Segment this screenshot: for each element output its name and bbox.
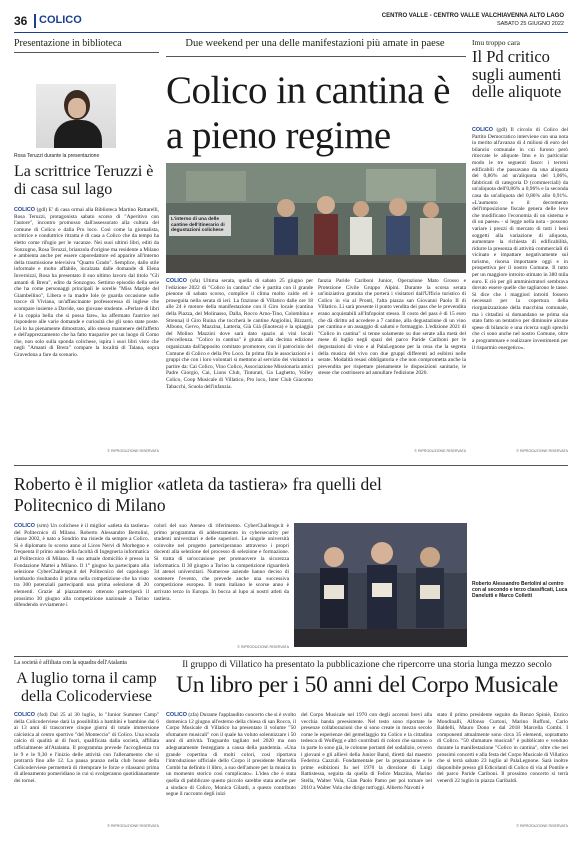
luglio-headline: A luglio torna il camp della Colicoderviese [16,670,157,705]
pd-kicker: Imu troppo cara [472,38,520,47]
roberto-photo-caption: Roberto Alessandro Bertolini al centro con al secondo e terzo classificati, Luca Danelutti e Marco Colletti [472,581,568,600]
pd-body-text: (gdl) Il circolo di Colico del Partito Democratico interviene con una nota in merito all'avanzo di 4 milioni di euro del bilancio comunale in cui furono però ritoccate le aliquote Imu e in particolar modo le tre seguenti fasce: i terreni edificabili che passavano da una aliquota del 0,86% ad un'aliquota del 1,06%, fabbricati di categoria D (commerciali) da un'aliquota dell'0,86% a 0,96% e la seconda casa da un'aliquota del 0,86% allo 0,91%. «L'aumento o il decremento dell'imposizione fiscale genera delle leve che modificano l'economia di un sistema e di un paese» - si legge nella nota - possono variare i prezzi di mercato di tutti i beni soggetti alla variazione di aliquota, aumentare la richiesta di edificabilità, ridurre la presenza di attività commerciali di vicinato e impattare negativamente sul turismo, risorsa importante oggi e in prospettiva per il nostro Comune. Il tutto per un maggiore introito stimato in 380 mila euro. E ciò per gli amministratori sembrava dovuto essere quelle che tagliarono le tasse. Si dice che i maggiori introiti fossero necessari per la copertura della riorganizzazione della macchina comunale, ma i cittadini si domandano se prima sia stato fatto un tentativo per diminuire alcune spese di bilancio e una ricerca sugli sprechi che ci sono anche nel nostro Comune, oltre a programmare e realizzare investimenti per il risparmio energetico». [472,127,568,351]
pd-credit: © RIPRODUZIONE RISERVATA [516,449,568,453]
header-rule [14,32,568,33]
luglio-body: COLICO (fsd) Dal 25 al 30 luglio, lo "Junior Summer Camp" della Colicoderviese darà la possibilità a bambini e bambine dai 6 ai 13 anni di trascorrere cinque giorni di totale immersione calcistica al centro sportivo "del Monteccio" di Colico. Una scuola calcio di qualità al di fuori, qualificata dalla società, affiliata ufficialmente all'Atalanta. Il programma prevede l'accoglienza tra le 9 e le 9,30 e l'inizio delle attività con l'allenamento che si protrarrà fino alle 12. La pausa pranzo nella club house della Colicoderviese permetterà di ritemprare le forze e rilassarsi prima di allenamento pomeridiano in cui si svolgeranno quotidianamente dei tornei. [14,712,159,784]
teruzzi-credit: © RIPRODUZIONE RISERVATA [107,449,159,453]
teruzzi-body: COLICO (gdl) E' di casa ormai alla Biblioteca Martino Rattarelli, Rosa Teruzzi, protagonista sabato scorso di "Aperitivo con l'autore", incontro promosso dall'assessorato alla cultura del comune di Colico e dalla Pro loco. Così come la giornalista, scrittrice e conduttrice ritratta è di casa a Colico che da tempo ha eletto come rifugio per le vacanze. Nei suoi ultimi libri, editi da Sonzogno, Rosa Teruzzi, brianzola d'origine ma residente a Milano e ambienta anche per essere caporedattore ed apparire all'interno della trasmissione televisiva "Quarto Grado". Semplice, dallo stile informale e molto affabile, incalzata dalle domande di Elena Invernizzi, Rosa ha presentato il suo ultimo lavoro dal titolo "Gli amanti di Brera", edito da Sonzogno. Settimo episodio della serie che ha come personaggi principali le sorelle "Miss Marple del Giambellino", Libera e la madre Iole (e guarda occasione sulle tracce di Viviana, un'affascinante professoressa di inglese che scompare insieme a Davide, suo giovane studente. «Perlare di libri è la coppia bella che si possa fare», ha affermato l'autrice nel rispondere alle varie domande e curiosità che gli sono state poste. Lei lo ha pienamente dimostrato, allo stesso mantenere dell'affetto e dell'apprezzamento che ha fatto trasparire per un luogo di Como che, non solo sulla sponda colichese, ispira i suoi libri visto che negli "Amanti di Brera" compare la località di Talana, sopra Gravedona a fare da scenario. [14,207,159,359]
cantina-kicker: Due weekend per una delle manifestazioni più amate in paese [185,38,445,49]
cantina-credit: © RIPRODUZIONE RISERVATA [414,449,466,453]
section-rule-1 [14,465,568,466]
roberto-credit: © RIPRODUZIONE RISERVATA [237,645,289,649]
roberto-photo-illustration [294,523,467,647]
libro-body-2: del Corpo Musicale nel 1970 con degli accenni brevi alla vecchia banda preesistente. Nel testo sono riportate le presenze collaborazioni che si sono create in mezzo secolo come le esperienze del gemellaggio tra Colico e la cittadina tedesca di Wolfegg e altri contributi di coloro che saranno o in parte lo sono già, le colonne portanti del sodalizio, ovvero i giovani e gli allievi della Junior Band, diretti dal maestro Federica Cazzuli. Fondamentale per la preparazione e le prime esibizioni fu nel 1970 la direzione di Luigi Battistessa, seguita da quella di Felice Mazzina, Marino Stella, Walter Vola, Gian Paolo Pamo per poi tornare nel 2010 a Walter Vola che dirige tutt'oggi. Alberto Navotti è [301,712,432,791]
roberto-body-1-text: (srm) Un colichese è il miglior «atleta da tastiera» del Politecnico di Milano. Roberto Alessandro Bertolini, classe 2002, è nato a Sondrio ma risiede da sempre a Colico. Si è diplomato lo scorso anno al Liceo Nervi di Morbegno e frequenta il primo anno della facoltà di Ingegneria informatica al Politecnico di Milano. Il suo attuale domicilio è presso la Fondazione Mattei a Milano. Il 1° giugno ha partecipato alla selezione CyberChallenge.it del Politecnico del capoluogo lombardo risultando il primo nella competizione che ha visto tra 300 potenziali partecipanti una prima selezione di 20 elementi. Grazie al piazzamento ottenuto parteciperà il prossimo 30 giugno alla competizione nazionale a Torino difendendo ovviamente i [14,523,149,609]
libro-body-1: COLICO (zfa) Durante l'applaudito concerto che si è svolto domenica 12 giugno all'esterno della chiesa di san Rocco, il Corpo Musicale di Villatico ha presentato il volume "50 sfumature musicali" con il quale ha voluto solennizzare i 50 anni di attività. Traguardo tagliato nel 2020 ma non adeguatamente festeggiato a causa della pandemia. «Una grande copertina di molti colori, così riportava l'introduzione ufficiale dello Corpo il presidente Marcella Combi ha definito il libro, a suo dell'amore per la musica in un momento storico così complicato». L'idea che è stata quella di pubblicare questo piccolo sarebbe stata anche per a sindaco di Colico, Monica Gilardi, a questo contributo segue il racconto degli inizi [166,712,296,798]
cantina-headline: Colico in cantina è a pieno regime [166,69,450,157]
page-number: 36 [14,14,28,28]
libro-headline: Un libro per i 50 anni del Corpo Musicale [176,672,558,698]
pd-body: COLICO (gdl) Il circolo di Colico del Partito Democratico interviene con una nota in merito all'avanzo di 4 milioni di euro del bilancio comunale in cui furono però ritoccate le aliquote Imu e in particolar modo le tre seguenti fasce: i terreni edificabili che passavano da una aliquota del 0,86% ad un'aliquota del 1,06%, fabbricati di categoria D (commerciali) da un'aliquota dell'0,86% a 0,96% e la seconda casa da un'aliquota del 0,86% allo 0,91%. «L'aumento o il decremento dell'imposizione fiscale genera delle leve che modificano l'economia di un sistema e di un paese» - si legge nella nota - possono variare i prezzi di mercato di tutti i beni soggetti alla variazione di aliquota, aumentare la richiesta di edificabilità, ridurre la presenza di attività commerciali di vicinato e impattare negativamente sul turismo, risorsa importante oggi e in prospettiva per il nostro Comune. Il tutto per un maggiore introito stimato in 380 mila euro. E ciò per gli amministratori sembrava dovuto essere quelle che tagliarono le tasse. Si dice che i maggiori introiti fossero necessari per la copertura della riorganizzazione della macchina comunale, ma i cittadini si domandano se prima sia stato fatto un tentativo per diminuire alcune spese di bilancio e una ricerca sugli sprechi che ci sono anche nel nostro Comune, oltre a programmare e realizzare investimenti per il risparmio energetico». [472,127,568,351]
cantina-body-1-text: (sfa) Ultima serata, quella di sabato 25 giugno per l'edizione 2022 di "Colico in cantina" che è partita con il grande pienone di sabato scorso, complice il clima molto caldo ed è proseguita nella serata di ieri. La frazione di Villatico dalle ore 18 alle 24 è motore della manifestazione con il Giro locale (cantina della Piazza, del Molinasso, Dalla, Rocco Arno-Tino, Colombina e Strenna) il Giro Ruina che toccherà le cantine Angiolini, Bizzarri, Albono, Gervo, Mazzina, Latteria, Già Già (Enoteca) e la spiaggia del Molino Mazzini dove sarà dato spazio ai vini locali d'eccellenza. "Colico in cantina" è giunta alla decima edizione organizzata dall'apposito comitato promotore, con il patrocinio del Comune di Colico e della Pro Loco. In prima fila le associazioni e i gruppi che con i loro volontari si mettono al servizio dei visitatori a partire da: Cai Colico, Vino Colico, Associazione Missionaria amici Padre Giorgio, Cai, Lions Club, Tinturati, Ga Laghetto, Volley Colico, Coop Musicale di Villatico, Pro loco, Inter Club Giacomo Tabacchi, Scuola dell'infanzia. [166,278,313,390]
luglio-credit: © RIPRODUZIONE RISERVATA [107,824,159,828]
roberto-body-1: COLICO (srm) Un colichese è il miglior «atleta da tastiera» del Politecnico di Milano. Roberto Alessandro Bertolini, classe 2002, è nato a Sondrio ma risiede da sempre a Colico. Si è diplomato lo scorso anno al Liceo Nervi di Morbegno e frequenta il primo anno della facoltà di Ingegneria informatica al Politecnico di Milano. Il suo attuale domicilio è presso la Fondazione Mattei a Milano. Il 1° giugno ha partecipato alla selezione CyberChallenge.it del Politecnico del capoluogo lombardo risultando il primo nella competizione che ha visto tra 300 potenziali partecipanti una prima selezione di 20 elementi. Grazie al piazzamento ottenuto parteciperà il prossimo 30 giugno alla competizione nazionale a Torino difendendo ovviamente i [14,523,149,609]
libro-body-3: stato il primo presidente seguito da Renzo Spiniè, Enrico Mondinalli, Alfonso Curtoni, Marino Ruffoni, Carlo Baldelli, Mauro Dono e dal 2018 Marcella Combi. I componenti attualmente sono circa 35 elementi, soprattutto di Colico. "50 sfumature musicali" è pubblicato e venduto durante la manifestazione "Colico in cantina", oltre che nei prossimi concerti e alla festa del Corpo Musicale di Villatico che si terrà sabato 23 luglio al PalaLegnone. Sarà inoltre disponibile presso gli Edicolanti di Colico di via al Pontile e del parco Paride Cariboni. Il prossimo concerto si terrà venerdì 22 luglio in piazza Garibaldi. [437,712,568,784]
luglio-body-text: (fsd) Dal 25 al 30 luglio, lo "Junior Summer Camp" della Colicoderviese darà la possibilità a bambini e bambine dai 6 ai 13 anni di trascorrere cinque giorni di totale immersione calcistica al centro sportivo "del Monteccio" di Colico. Una scuola calcio di qualità al di fuori, qualificata dalla società, affiliata ufficialmente all'Atalanta. Il programma prevede l'accoglienza tra le 9 e le 9,30 e l'inizio delle attività con l'allenamento che si protrarrà fino alle 12. La pausa pranzo nella club house della Colicoderviese permetterà di ritemprare le forze e rilassarsi prima di allenamento pomeridiano in cui si svolgeranno quotidianamente dei tornei. [14,712,159,784]
teruzzi-headline: La scrittrice Teruzzi è di casa sul lago [14,163,154,198]
roberto-body-2: colori del suo Ateneo di riferimento. CyberChallenge.it è primo programma di addestramento in cybersecurity per studenti universitari e delle superiori. Le singole università coinvolte nel progetto parteciperanno attraverso i propri docenti alla selezione del processo di selezione e formazione. Si tratta di un'occasione per promuovere la sicurezza informatica. Il 30 giugno a Torino la competizione riguarderà 34 atenei universitari. Numerose aziende hanno deciso di sostenere l'evento, che prevede anche una successiva competizione europea. Il team italiano le scorse anno è arrivato terzo in Europa. In bocca al lupo ai nostri atleti da tastiera. [154,523,289,602]
cantina-photo-caption: L'interno di una delle cantine dell'itinerario di degustazioni colichese [169,215,231,236]
pd-headline: Il Pd critico sugli aumenti delle aliquote [472,47,562,101]
libro-kicker: Il gruppo di Villatico ha presentato la pubblicazione che ripercorre una storia lunga mezzo secolo [182,660,552,670]
teruzzi-photo [36,84,116,148]
teruzzi-body-text: (gdl) E' di casa ormai alla Biblioteca Martino Rattarelli, Rosa Teruzzi, protagonista sabato scorso di "Aperitivo con l'autore", incontro promosso dall'assessorato alla cultura del comune di Colico e dalla Pro loco. Così come la giornalista, scrittrice e conduttrice ritratta è di casa a Colico che da tempo ha eletto come rifugio per le vacanze. Nei suoi ultimi libri, editi da Sonzogno, Rosa Teruzzi, brianzola d'origine ma residente a Milano e ambienta anche per essere caporedattore ed apparire all'interno della trasmissione televisiva "Quarto Grado". Semplice, dallo stile informale e molto affabile, incalzata dalle domande di Elena Invernizzi, Rosa ha presentato il suo ultimo lavoro dal titolo "Gli amanti di Brera", edito da Sonzogno. Settimo episodio della serie che ha come personaggi principali le sorelle "Miss Marple del Giambellino", Libera e la madre Iole (e guarda occasione sulle tracce di Viviana, un'affascinante professoressa di inglese che scompare insieme a Davide, suo giovane studente. «Perlare di libri è la coppia bella che si possa fare», ha affermato l'autrice nel rispondere alle varie domande e curiosità che gli sono state poste. Lei lo ha pienamente dimostrato, allo stesso mantenere dell'affetto e dell'apprezzamento che ha fatto trasparire per un luogo di Como che, non solo sulla sponda colichese, ispira i suoi libri visto che negli "Amanti di Brera" compare la località di Talana, sopra Gravedona a fare da scenario. [14,207,159,359]
section-rule-2 [14,656,568,657]
luglio-kicker: La società è affiliata con la squadra dell'Atalanta [14,660,127,666]
edition-label: CENTRO VALLE - CENTRO VALLE VALCHIAVENNA ALTO LAGO [381,13,564,19]
issue-date: SABATO 25 GIUGNO 2022 [496,21,564,27]
cantina-body-2: fanzia Paride Cariboni Junior, Operazione Mato Grosso e Protezione Civile Gruppo Alpini. Durante la scorsa serata un'iniziativa gratuita che porterà i visitatori dall'Ufficio turistico di Colico in via al Pronti, l'alta piazza san Giovanni Paolo II di Villatico. Lì sarà presente il punto vendita dei pass che le prevendita erano acquistabili all'Infopoint stesso. Il costo del pass è di 15 euro che dà diritto ad accedere a 7 cantine, alla degustazione di un vino per cantina e un assaggio di salumi e formaggio. L'edizione 2021 di "Colico in cantina" si tenne solamente su due serate alla metà del mese di luglio negli spazi del parco Paride Cariboni per le degustazioni di vino e al PalaLegnone per la cena che la segreta della musica del vivo con due gruppi differenti ad esibirsi nelle serate. Modalità resasi obbligatoria e che non comprometta anche la prevendita per rispettare pienamente le disposizioni sanitarie, le stesse che costrinsero ad annullare l'edizione 2020. [318,278,466,377]
page-header [0,0,580,30]
cantina-body-1: COLICO (sfa) Ultima serata, quella di sabato 25 giugno per l'edizione 2022 di "Colico in cantina" che è partita con il grande pienone di sabato scorso, complice il clima molto caldo ed è proseguita nella serata di ieri. La frazione di Villatico dalle ore 18 alle 24 è motore della manifestazione con il Giro locale (cantina della Piazza, del Molinasso, Dalla, Rocco Arno-Tino, Colombina e Strenna) il Giro Ruina che toccherà le cantine Angiolini, Bizzarri, Albono, Gervo, Mazzina, Latteria, Già Già (Enoteca) e la spiaggia del Molino Mazzini dove sarà dato spazio ai vini locali d'eccellenza. "Colico in cantina" è giunta alla decima edizione organizzata dall'apposito comitato promotore, con il patrocinio del Comune di Colico e della Pro Loco. In prima fila le associazioni e i gruppi che con i loro volontari si mettono al servizio dei visitatori a partire da: Cai Colico, Vino Colico, Associazione Missionaria amici Padre Giorgio, Cai, Lions Club, Tinturati, Ga Laghetto, Volley Colico, Coop Musicale di Villatico, Pro loco, Inter Club Giacomo Tabacchi, Scuola dell'infanzia. [166,278,313,390]
teruzzi-photo-caption: Rosa Teruzzi durante la presentazione [14,153,100,159]
roberto-photo [294,523,467,647]
section-name: COLICO [39,14,82,26]
libro-credit: © RIPRODUZIONE RISERVATA [516,824,568,828]
section-divider [34,14,36,28]
teruzzi-kicker-rule [14,52,159,53]
roberto-headline: Roberto è il miglior «atleta da tastiera» fra quelli del Politecnico di Milano [14,474,382,515]
libro-body-1-text: (zfa) Durante l'applaudito concerto che si è svolto domenica 12 giugno all'esterno della chiesa di san Rocco, il Corpo Musicale di Villatico ha presentato il volume "50 sfumature musicali" con il quale ha voluto solennizzare i 50 anni di attività. Traguardo tagliato nel 2020 ma non adeguatamente festeggiato a causa della pandemia. «Una grande copertina di molti colori, così riportava l'introduzione ufficiale dello Corpo il presidente Marcella Combi ha definito il libro, a suo dell'amore per la musica in un momento storico così complicato». L'idea che è stata quella di pubblicare questo piccolo sarebbe stata anche per a sindaco di Colico, Monica Gilardi, a questo contributo segue il racconto degli inizi [166,712,296,798]
cantina-kicker-rule [166,56,466,57]
teruzzi-kicker: Presentazione in biblioteca [14,38,122,49]
